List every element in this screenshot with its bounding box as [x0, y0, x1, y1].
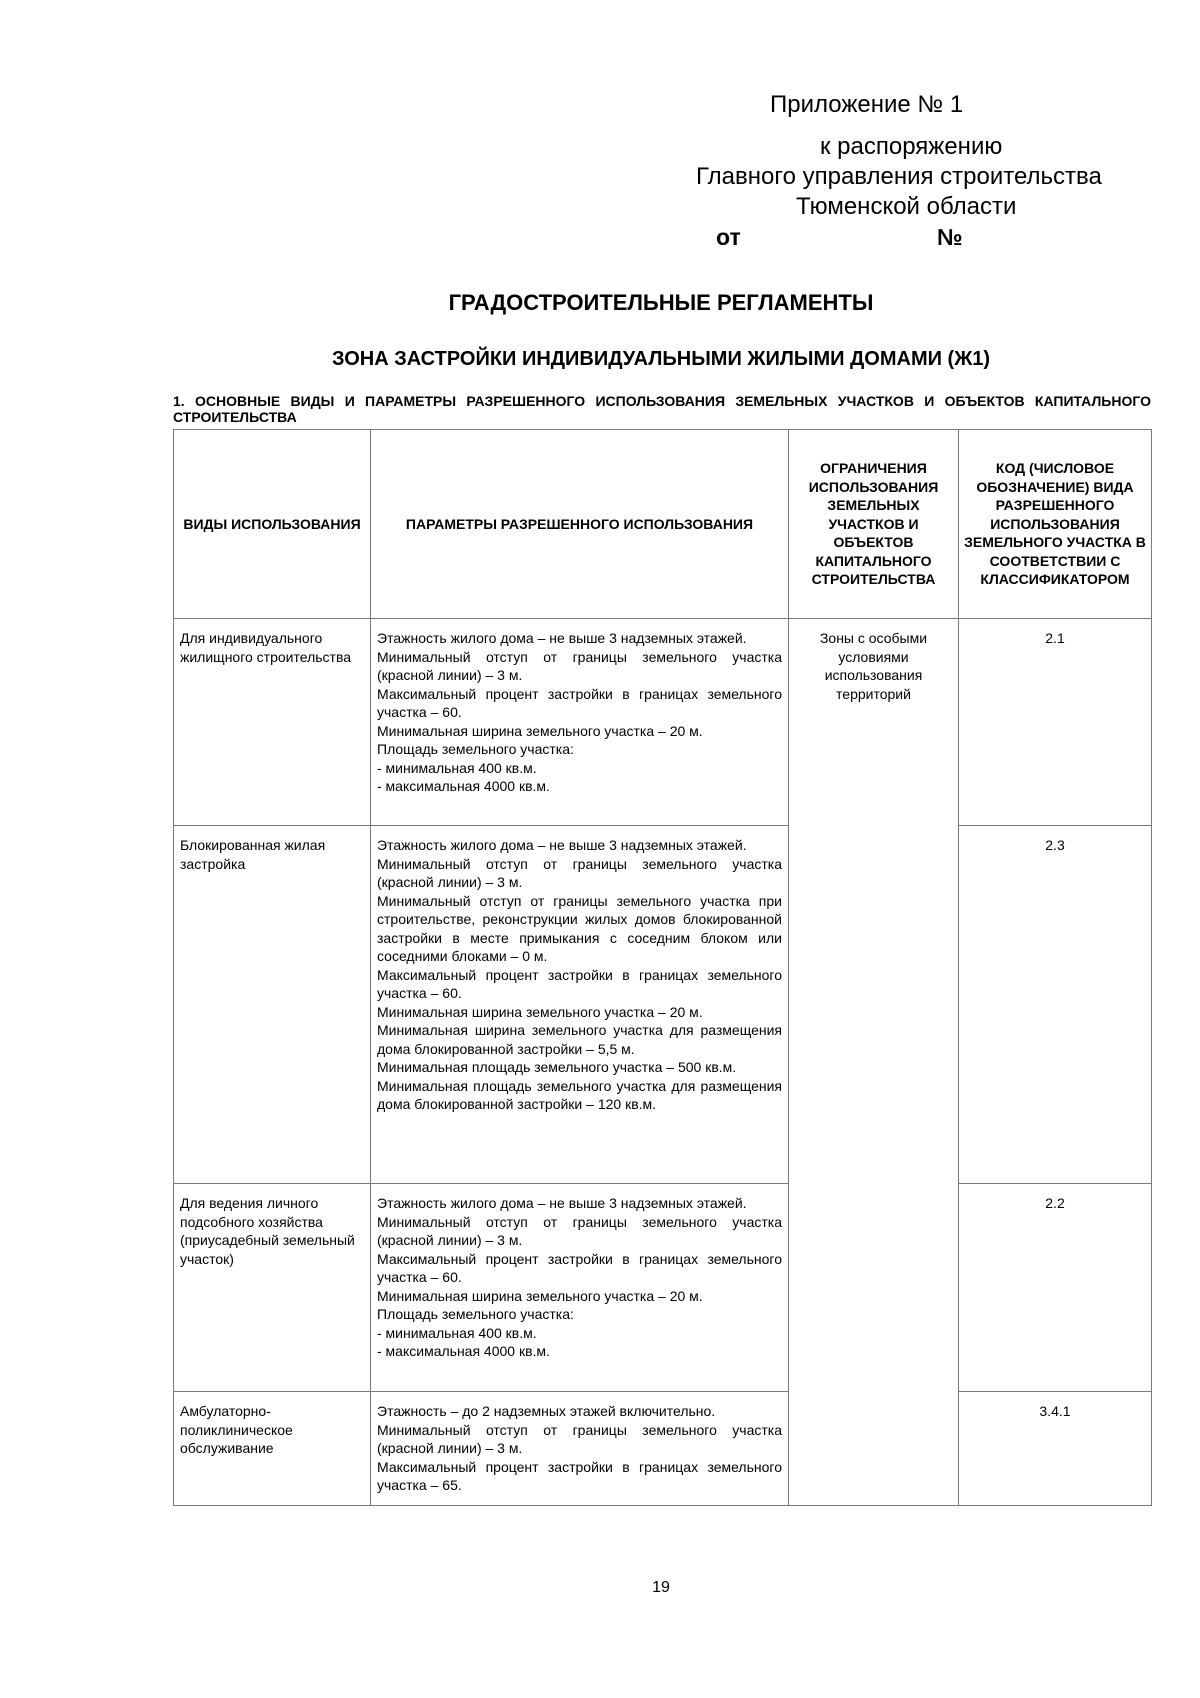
use-type-cell: Для ведения личного подсобного хозяйства (приусадебный земельный участок) [174, 1184, 371, 1392]
parameter-line: Минимальная ширина земельного участка для размещения дома блокированной застройки – 5,5 м. [377, 1022, 782, 1057]
parameter-line: Этажность – до 2 надземных этажей включительно. [377, 1403, 716, 1419]
code-cell: 3.4.1 [959, 1392, 1152, 1506]
document-title: ГРАДОСТРОИТЕЛЬНЫЕ РЕГЛАМЕНТЫ [448, 290, 874, 315]
authority-name-line: Главного управления строительства [696, 163, 1102, 190]
header-parameters: ПАРАМЕТРЫ РАЗРЕШЕННОГО ИСПОЛЬЗОВАНИЯ [371, 430, 789, 619]
header-use-types: ВИДЫ ИСПОЛЬЗОВАНИЯ [174, 430, 371, 619]
order-reference-line: к распоряжению [820, 133, 1003, 160]
parameters-cell [371, 826, 789, 1184]
table-row [174, 1184, 1152, 1392]
header-restrictions: ОГРАНИЧЕНИЯ ИСПОЛЬЗОВАНИЯ ЗЕМЕЛЬНЫХ УЧАСТКОВ И ОБЪЕКТОВ КАПИТАЛЬНОГО СТРОИТЕЛЬСТВА [789, 430, 959, 619]
restrictions-cell: Зоны с особыми условиями использования территорий [789, 619, 959, 1506]
parameter-line: Этажность жилого дома – не выше 3 надземных этажей. [377, 1195, 747, 1211]
regulations-table [173, 429, 1152, 1506]
parameter-line: Этажность жилого дома – не выше 3 надземных этажей. [377, 837, 747, 853]
parameter-line: Минимальная ширина земельного участка – 20 м. [377, 1003, 703, 1020]
parameter-line: Максимальный процент застройки в границах земельного участка – 60. [377, 685, 782, 720]
parameter-line: - минимальная 400 кв.м. [377, 1324, 537, 1341]
table-row [174, 619, 1152, 826]
parameter-line: Минимальная площадь земельного участка – 500 кв.м. [377, 1059, 737, 1075]
parameter-line: Максимальный процент застройки в границах земельного участка – 65. [377, 1458, 782, 1493]
parameter-line: Максимальный процент застройки в границах земельного участка – 60. [377, 1250, 782, 1285]
table-row [174, 1392, 1152, 1506]
parameter-line: Минимальная ширина земельного участка – 20 м. [377, 722, 703, 739]
use-type-cell: Для индивидуального жилищного строительства [174, 619, 371, 826]
parameter-line: Минимальный отступ от границы земельного участка (красной линии) – 3 м. [377, 648, 782, 683]
parameter-line: Площадь земельного участка: [377, 1306, 574, 1322]
parameters-cell [371, 1392, 789, 1506]
parameters-cell [371, 619, 789, 826]
parameter-line: Минимальный отступ от границы земельного участка при строительстве, реконструкции жилых домов блокированной застройки в месте примыкания с соседним блоком или соседними блоками – 0 м. [377, 892, 782, 964]
appendix-label: Приложение № 1 [770, 91, 964, 118]
parameter-line: Минимальный отступ от границы земельного участка (красной линии) – 3 м. [377, 1213, 782, 1248]
region-name-line: Тюменской области [796, 193, 1017, 220]
table-header-row [174, 430, 1152, 619]
parameter-line: Этажность жилого дома – не выше 3 надземных этажей. [377, 630, 747, 646]
page-number: 19 [652, 1579, 670, 1596]
code-cell: 2.2 [959, 1184, 1152, 1392]
header-code: КОД (ЧИСЛОВОЕ ОБОЗНАЧЕНИЕ) ВИДА РАЗРЕШЕННОГО ИСПОЛЬЗОВАНИЯ ЗЕМЕЛЬНОГО УЧАСТКА В СООТВЕТСТВИИ С КЛАССИФИКАТОРОМ [959, 430, 1152, 619]
parameter-line: - максимальная 4000 кв.м. [377, 1343, 550, 1359]
code-cell: 2.3 [959, 826, 1152, 1184]
parameter-line: - минимальная 400 кв.м. [377, 759, 537, 776]
parameter-line: Минимальный отступ от границы земельного участка (красной линии) – 3 м. [377, 855, 782, 890]
parameter-line: Максимальный процент застройки в границах земельного участка – 60. [377, 966, 782, 1001]
section-title: 1. ОСНОВНЫЕ ВИДЫ И ПАРАМЕТРЫ РАЗРЕШЕННОГО ИСПОЛЬЗОВАНИЯ ЗЕМЕЛЬНЫХ УЧАСТКОВ И ОБЪЕКТОВ КАПИТАЛЬНОГО СТРОИТЕЛЬСТВА [173, 393, 1151, 425]
parameter-line: - максимальная 4000 кв.м. [377, 778, 550, 794]
parameter-line: Минимальный отступ от границы земельного участка (красной линии) – 3 м. [377, 1421, 782, 1456]
parameters-cell [371, 1184, 789, 1392]
number-label: № [937, 224, 963, 250]
parameter-line: Минимальная ширина земельного участка – 20 м. [377, 1287, 703, 1304]
code-cell: 2.1 [959, 619, 1152, 826]
use-type-cell: Амбулаторно-поликлиническое обслуживание [174, 1392, 371, 1506]
parameter-line: Минимальная площадь земельного участка для размещения дома блокированной застройки – 120 кв.м. [377, 1077, 782, 1112]
use-type-cell: Блокированная жилая застройка [174, 826, 371, 1184]
date-label: от [716, 224, 741, 250]
table-row [174, 826, 1152, 1184]
parameter-line: Площадь земельного участка: [377, 741, 574, 757]
zone-title: ЗОНА ЗАСТРОЙКИ ИНДИВИДУАЛЬНЫМИ ЖИЛЫМИ ДОМАМИ (Ж1) [331, 348, 991, 370]
